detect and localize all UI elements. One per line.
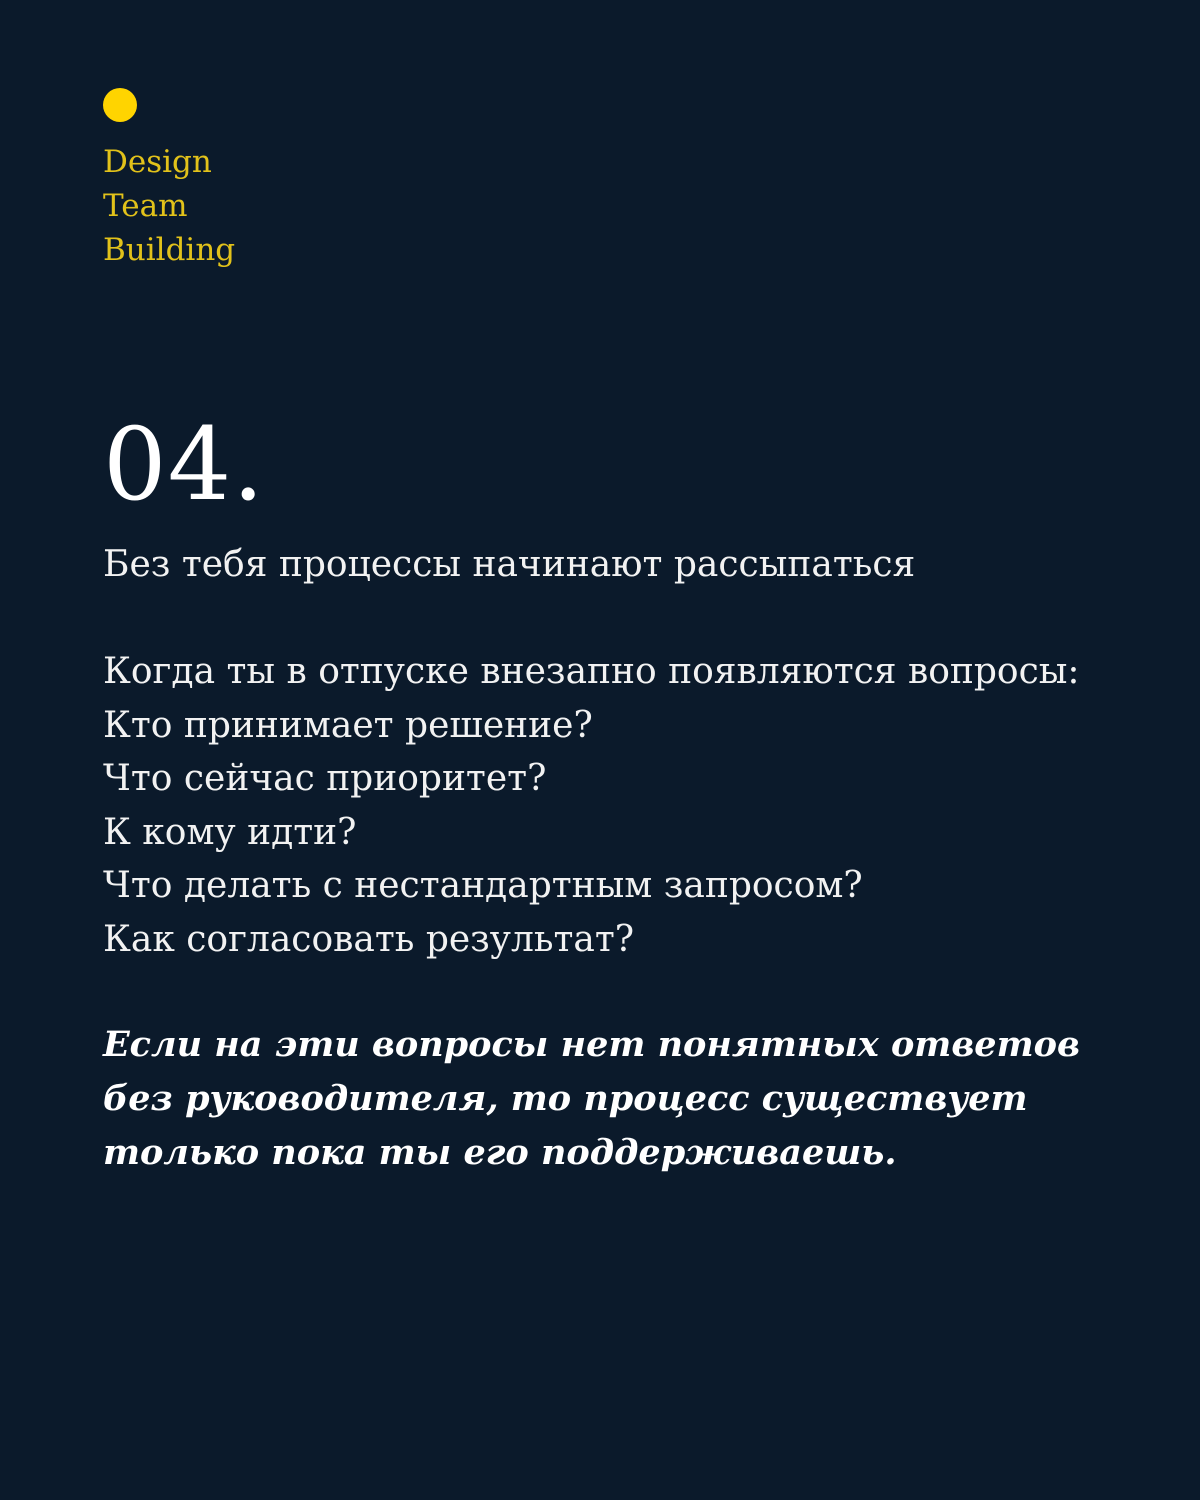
question-item: Кто принимает решение? — [103, 704, 593, 746]
question-item: Что сейчас приоритет? — [103, 758, 547, 799]
question-item: К кому идти? — [103, 811, 357, 853]
question-item: Как согласовать результат? — [103, 918, 635, 960]
question-intro: Когда ты в отпуске внезапно появляются вопросы: — [103, 651, 1080, 692]
brand-line-team: Team — [103, 188, 188, 224]
slide-number: 04. — [103, 406, 266, 523]
question-list — [103, 645, 1080, 966]
slide-subtitle: Без тебя процессы начинают рассыпаться — [103, 544, 916, 585]
question-item: Что делать с нестандартным запросом? — [103, 865, 863, 906]
conclusion-text: Если на эти вопросы нет понятных ответов без руководителя, то процесс существует только пока ты его поддерживаешь. — [103, 1024, 1080, 1173]
brand-block — [103, 88, 235, 272]
brand-line-building: Building — [103, 232, 236, 268]
brand-dot-icon — [103, 88, 137, 122]
brand-line-design: Design — [103, 144, 212, 180]
